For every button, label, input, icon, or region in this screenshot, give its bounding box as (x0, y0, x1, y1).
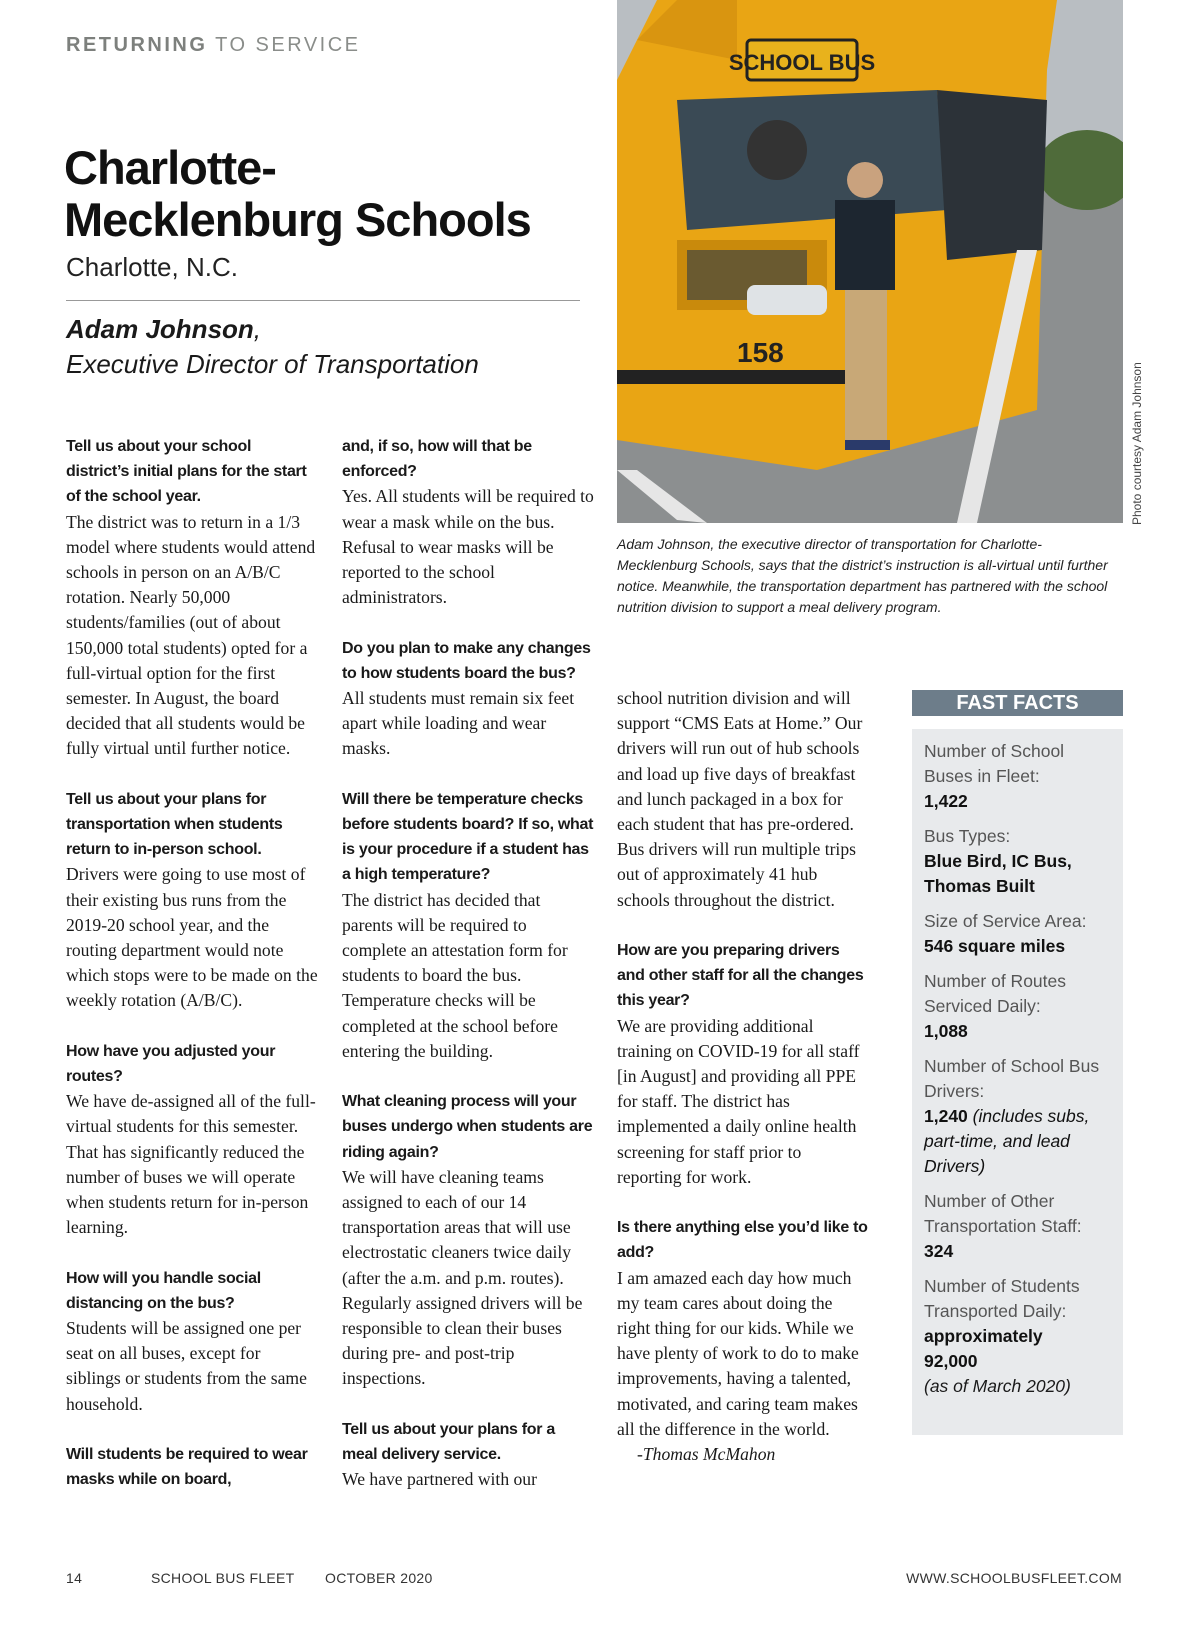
website-link[interactable]: WWW.SCHOOLBUSFLEET.COM (906, 1570, 1122, 1586)
interviewee: Adam Johnson, Executive Director of Transportation (66, 314, 479, 379)
bus-photo (617, 0, 1123, 523)
article-column-1 (66, 434, 318, 1518)
qa-item: and, if so, how will that be enforced? Yes. All students will be required to wear a mask while on the bus. Refusal to wear masks will be reported to the school administrators. (342, 438, 594, 608)
fast-facts-box (912, 729, 1123, 1435)
qa-item: Do you plan to make any changes to how students board the bus? All students must remain six feet apart while loading and wear masks. (342, 639, 591, 759)
qa-item: Tell us about your plans for transportation when students return to in-person school. Drivers were going to use most of their existing bus runs from the 2019-20 school year, and the routing department would note which stops were to be made on the weekly rotation (A/B/C). (66, 790, 318, 1011)
article-title: Charlotte- Mecklenburg Schools (64, 141, 531, 246)
qa-item: Tell us about your school district’s initial plans for the start of the school year. The district was to return in a 1/3 model where students would attend schools in person on an A/B/C rotation. Nearly 50,000 students/families (out of about 150,000 total students) opted for a full-virtual option for the first semester. In August, the board decided that all students would be fully virtual until further notice. (66, 438, 316, 759)
qa-item: Will students be required to wear masks while on board, (66, 1446, 308, 1489)
svg-text:158: 158 (737, 337, 784, 368)
fact-item: Number of Other Transportation Staff: 324 (924, 1191, 1082, 1261)
qa-item: What cleaning process will your buses undergo when students are riding again? We will have cleaning teams assigned to each of our 14 transportation areas that will use electrostatic cleaners twice daily (after the a.m. and p.m. routes). Regularly assigned drivers will be responsible to clean their buses during pre- and post-trip inspections. (342, 1093, 593, 1389)
fact-item: Size of Service Area: 546 square miles (924, 911, 1087, 956)
fact-item: Number of Routes Serviced Daily: 1,088 (924, 971, 1067, 1041)
article-column-3 (617, 686, 869, 1467)
magazine-name: SCHOOL BUS FLEET (151, 1570, 295, 1586)
page-number: 14 (66, 1570, 83, 1586)
svg-text:SCHOOL BUS: SCHOOL BUS (728, 50, 876, 75)
qa-item: Will there be temperature checks before students board? If so, what is your procedure if a student has a high temperature? The district has decided that parents will be required to complete an attestation form for students to board the bus. Temperature checks will be completed at the school before entering the building. (342, 790, 594, 1061)
location: Charlotte, N.C. (66, 252, 238, 282)
byline: -Thomas McMahon (637, 1444, 776, 1465)
fast-facts-header: FAST FACTS (912, 690, 1123, 716)
article-column-2 (342, 434, 594, 1518)
qa-item: How are you preparing drivers and other staff for all the changes this year? We are providing additional training on COVID-19 for all staff [in August] and providing all PPE for staff. The district has implemented a daily online health screening for staff prior to reporting for work. (617, 942, 864, 1187)
section-kicker: RETURNING TO SERVICE (66, 34, 361, 56)
photo-credit: Photo courtesy Adam Johnson (1130, 362, 1144, 525)
fact-item: Number of School Bus Drivers: 1,240 (includes subs, part-time, and lead Drivers) (924, 1056, 1100, 1176)
qa-item: How have you adjusted your routes? We have de-assigned all of the full-virtual students for this semester. That has significantly reduced the number of buses we will operate when students return for in-person learning. (66, 1042, 316, 1238)
qa-item: Tell us about your plans for a meal delivery service. We have partnered with our (342, 1420, 555, 1490)
issue-date: OCTOBER 2020 (325, 1570, 433, 1586)
fact-item: Number of Students Transported Daily: approximately 92,000 (as of March 2020) (924, 1276, 1080, 1396)
fact-item: Bus Types: Blue Bird, IC Bus, Thomas Built (924, 826, 1072, 896)
photo-caption: Adam Johnson, the executive director of transportation for Charlotte-Mecklenburg Schools, says that the district’s instruction is all-virtual until further notice. Meanwhile, the transportation department has partnered with the school nutrition division to support a meal delivery program. (617, 536, 1108, 615)
fact-item: Number of School Buses in Fleet: 1,422 (924, 741, 1065, 811)
qa-item: How will you handle social distancing on the bus? Students will be assigned one per seat on all buses, except for siblings or students from the same household. (66, 1269, 307, 1414)
qa-item: school nutrition division and will support “CMS Eats at Home.” Our drivers will run out of hub schools and load up five days of breakfast and lunch packaged in a box for each student that has pre-ordered. Bus drivers will run multiple trips out of approximately 41 hub schools throughout the district. (617, 688, 863, 910)
qa-item: Is there anything else you’d like to add? I am amazed each day how much my team cares about doing the right thing for our kids. While we have plenty of work to do to make improvements, having a talented, motivated, and caring team makes all the difference in the world. (617, 1219, 868, 1439)
divider (66, 300, 580, 301)
